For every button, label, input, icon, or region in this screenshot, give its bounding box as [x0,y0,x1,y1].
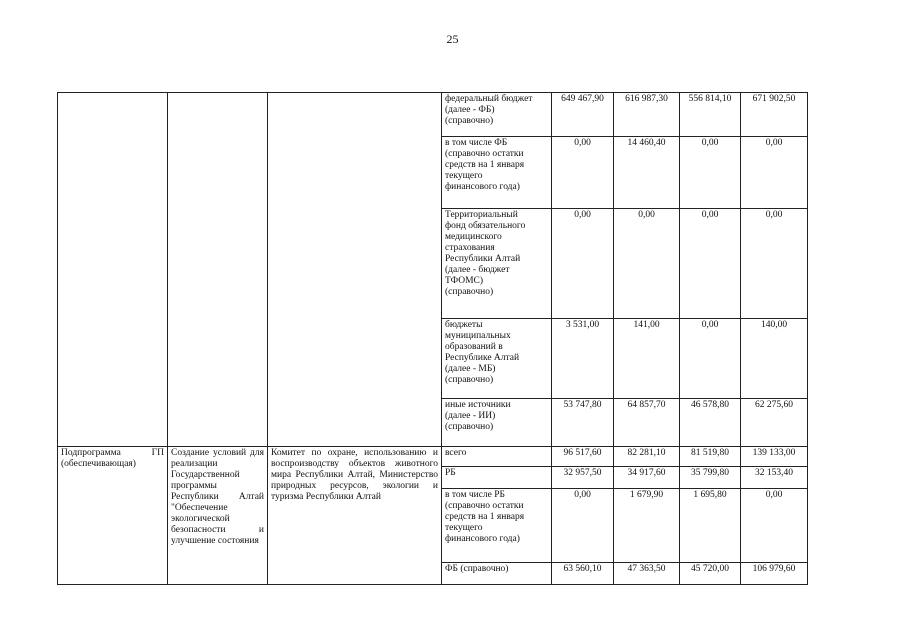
amount-cell: 0,00 [741,209,808,319]
amount-cell: 556 814,10 [680,93,741,137]
amount-cell: 0,00 [614,209,680,319]
amount-cell: 47 363,50 [614,563,680,585]
funding-source-line: страхования [445,243,495,253]
funding-source-line: в том числе РБ [445,490,505,500]
amount-cell: 3 531,00 [552,319,614,399]
amount-cell: 32 153,40 [741,467,808,489]
page-number: 25 [446,32,459,46]
table-row [58,447,808,467]
funding-source-line: в том числе ФБ [445,138,508,148]
program-executor-cell [268,93,442,447]
funding-source-line: (далее - ИИ) [445,411,496,421]
funding-source-line: (далее - ФБ) [445,105,495,115]
amount-cell: 81 519,80 [680,447,741,467]
funding-source-line: Республики Алтай [445,254,521,264]
funding-source-line: (справочно) [445,116,494,126]
funding-source-line: (справочно) [445,422,494,432]
funding-source-cell [442,399,552,447]
amount-cell: 14 460,40 [614,137,680,209]
budget-table [57,92,808,585]
program-name-cell [58,93,168,447]
amount-cell: 0,00 [680,319,741,399]
funding-source-line: (справочно остатки [445,501,524,511]
amount-cell: 0,00 [741,137,808,209]
funding-source-cell [442,467,552,489]
funding-source-line: финансового года) [445,534,520,544]
funding-source-cell [442,137,552,209]
amount-cell: 0,00 [552,137,614,209]
funding-source-line: Территориальный [445,210,518,220]
subprogram-name-cell: Подпрограмма ГП (обеспечивающая) [58,447,168,585]
amount-cell: 0,00 [680,137,741,209]
amount-cell: 53 747,80 [552,399,614,447]
funding-source-cell [442,563,552,585]
amount-cell: 0,00 [552,489,614,563]
funding-source-cell [442,489,552,563]
funding-source-line: (справочно) [445,375,494,385]
funding-source-line: РБ [445,468,456,478]
funding-source-line: муниципальных [445,331,511,341]
amount-cell: 616 987,30 [614,93,680,137]
funding-source-line: фонд обязательного [445,221,526,231]
amount-cell: 35 799,80 [680,467,741,489]
table-body [58,93,808,585]
amount-cell: 62 275,60 [741,399,808,447]
amount-cell: 82 281,10 [614,447,680,467]
amount-cell: 106 979,60 [741,563,808,585]
funding-source-line: (далее - МБ) [445,364,496,374]
funding-source-line: ТФОМС) [445,276,484,286]
funding-source-cell [442,319,552,399]
amount-cell: 139 133,00 [741,447,808,467]
funding-source-line: федеральный бюджет [445,94,533,104]
funding-source-line: медицинского [445,232,502,242]
funding-source-line: (далее - бюджет [445,265,510,275]
subprogram-executor-cell: Комитет по охране, использованию и воспроизводству объектов животного мира Республики Алтай, Министерство природных ресурсов, экологии и туризма Республики Алтай [268,447,442,585]
amount-cell: 45 720,00 [680,563,741,585]
amount-cell: 0,00 [741,489,808,563]
funding-source-line: бюджеты [445,320,483,330]
program-goal-cell [168,93,268,447]
funding-source-line: текущего [445,523,483,533]
funding-source-line: финансового года) [445,182,520,192]
amount-cell: 140,00 [741,319,808,399]
amount-cell: 1 679,90 [614,489,680,563]
subprogram-goal-cell: Создание условий для реализации Государственной программы Республики Алтай "Обеспечение экологической безопасности и улучшение состояния [168,447,268,585]
amount-cell: 0,00 [552,209,614,319]
funding-source-line: (справочно) [445,287,494,297]
amount-cell: 1 695,80 [680,489,741,563]
funding-source-line: всего [445,448,467,458]
amount-cell: 46 578,80 [680,399,741,447]
funding-source-cell [442,447,552,467]
funding-source-line: иные источники [445,400,511,410]
amount-cell: 671 902,50 [741,93,808,137]
amount-cell: 96 517,60 [552,447,614,467]
funding-source-line: (справочно остатки [445,149,524,159]
funding-source-line: текущего [445,171,483,181]
amount-cell: 0,00 [680,209,741,319]
amount-cell: 63 560,10 [552,563,614,585]
amount-cell: 141,00 [614,319,680,399]
amount-cell: 64 857,70 [614,399,680,447]
funding-source-line: средств на 1 января [445,512,525,522]
funding-source-cell [442,209,552,319]
funding-source-line: средств на 1 января [445,160,525,170]
amount-cell: 34 917,60 [614,467,680,489]
funding-source-cell [442,93,552,137]
funding-source-line: образований в [445,342,503,352]
amount-cell: 649 467,90 [552,93,614,137]
amount-cell: 32 957,50 [552,467,614,489]
table-row [58,93,808,137]
funding-source-line: Республике Алтай [445,353,520,363]
funding-source-line: ФБ (справочно) [445,564,509,574]
